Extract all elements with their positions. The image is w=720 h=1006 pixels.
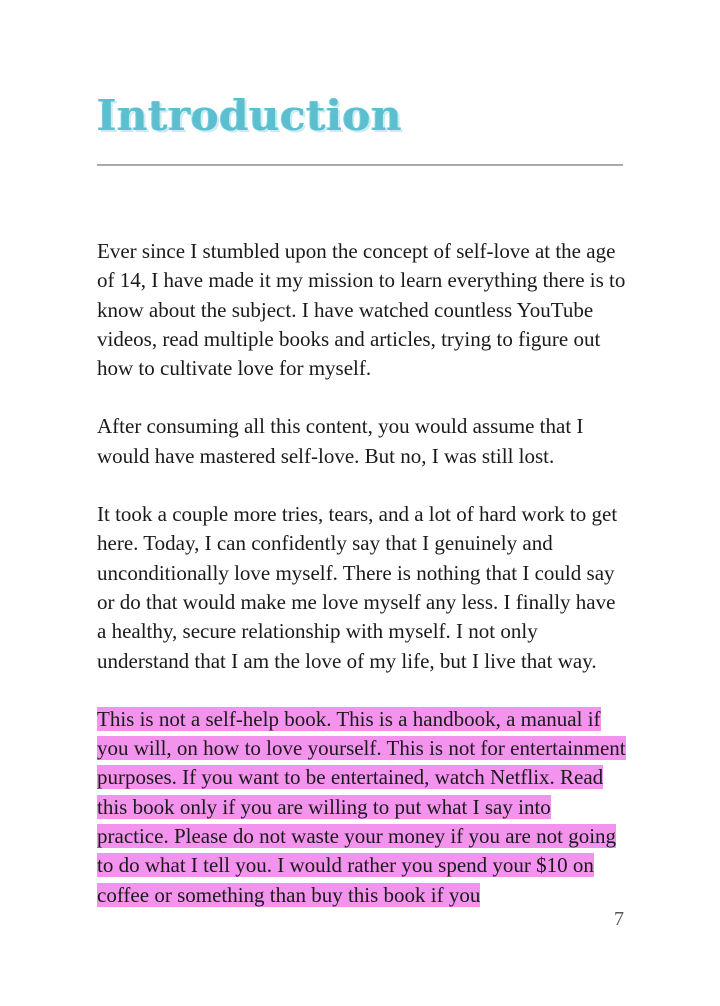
- paragraph-3: It took a couple more tries, tears, and a lot of hard work to get here. Today, I can confidently say that I genuinely and unconditionally love myself. There is nothing that I could say or do that would make me love myself any less. I finally have a healthy, secure relationship with myself. I not only understand that I am the love of my life, but I live that way.: [97, 502, 618, 673]
- paragraph-1: Ever since I stumbled upon the concept of self-love at the age of 14, I have made it my mission to learn everything there is to know about the subject. I have watched countless YouTube videos, read multiple books and articles, trying to figure out how to cultivate love for myself.: [97, 239, 626, 381]
- body-text: [97, 237, 627, 939]
- paragraph-2: After consuming all this content, you would assume that I would have mastered self-love. But no, I was still lost.: [97, 414, 584, 468]
- paragraph-4-highlighted: [97, 705, 627, 910]
- title-divider: [97, 164, 623, 166]
- page-number: 7: [614, 908, 624, 930]
- page-title: Introduction: [97, 91, 403, 140]
- highlighted-text: This is not a self-help book. This is a handbook, a manual if you will, on how to love yourself. This is not for entertainment purposes. If you want to be entertained, watch Netflix. Read this book only if you are willing to put what I say into practice. Please do not waste your money if you are not going to do what I tell you. I would rather you spend your $10 on coffee or something than buy this book if you: [97, 706, 626, 907]
